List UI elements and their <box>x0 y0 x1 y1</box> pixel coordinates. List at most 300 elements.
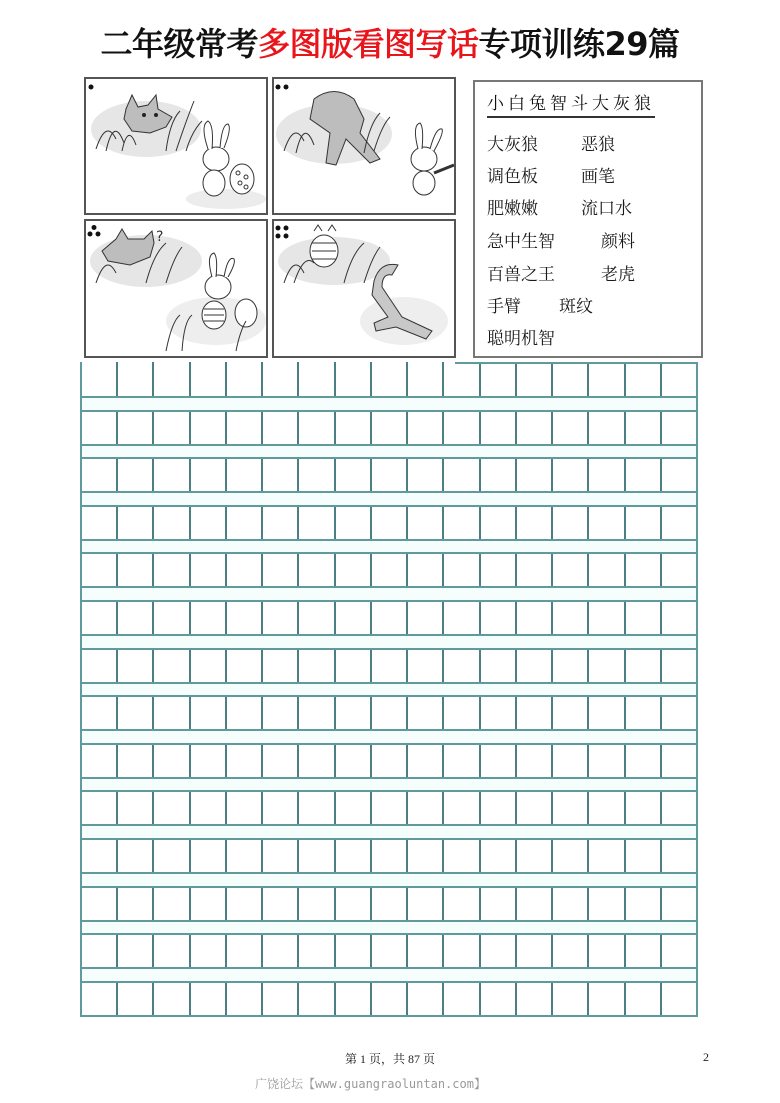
grid-row <box>80 886 698 922</box>
grid-cell <box>662 412 696 444</box>
vocab-word: 调色板 <box>487 167 538 187</box>
sequence-dots-2 <box>274 82 290 92</box>
grid-cell <box>372 507 408 539</box>
grid-cell <box>227 602 263 634</box>
grid-cell <box>626 792 662 824</box>
grid-row <box>80 505 698 541</box>
wolf-and-rabbit-illustration-1 <box>86 79 266 213</box>
grid-cell <box>553 554 589 586</box>
grid-cell <box>82 459 118 491</box>
grid-cell <box>263 745 299 777</box>
grid-cell <box>626 745 662 777</box>
grid-cell <box>154 412 190 444</box>
grid-cell <box>118 745 154 777</box>
grid-row-gap <box>80 731 698 743</box>
grid-cell <box>191 935 227 967</box>
grid-cell <box>263 888 299 920</box>
grid-row <box>80 648 698 684</box>
grid-cell <box>408 983 444 1015</box>
grid-cell <box>336 745 372 777</box>
grid-cell <box>263 507 299 539</box>
picture-panel-4 <box>272 219 456 358</box>
grid-cell <box>154 888 190 920</box>
grid-cell <box>191 792 227 824</box>
grid-cell <box>299 792 335 824</box>
grid-cell <box>227 554 263 586</box>
grid-cell <box>517 840 553 872</box>
grid-cell <box>553 697 589 729</box>
grid-cell <box>263 840 299 872</box>
grid-cell <box>444 745 480 777</box>
grid-cell <box>408 792 444 824</box>
grid-cell <box>408 554 444 586</box>
vocab-line-3 <box>487 197 632 221</box>
grid-cell <box>227 745 263 777</box>
vocab-word: 颜料 <box>601 232 635 252</box>
grid-cell <box>336 459 372 491</box>
grid-cell <box>154 507 190 539</box>
grid-cell <box>118 602 154 634</box>
grid-cell <box>191 983 227 1015</box>
grid-cell <box>444 697 480 729</box>
grid-cell <box>227 412 263 444</box>
grid-cell <box>481 602 517 634</box>
grid-cell <box>82 602 118 634</box>
grid-cell <box>589 840 625 872</box>
grid-cell <box>589 650 625 682</box>
grid-cell <box>336 650 372 682</box>
grid-cell <box>191 507 227 539</box>
grid-cell <box>589 362 625 396</box>
grid-cell <box>517 459 553 491</box>
grid-cell <box>299 935 335 967</box>
grid-cell <box>118 935 154 967</box>
vocab-word: 恶狼 <box>581 135 615 155</box>
watermark: 广饶论坛【www.guangraoluntan.com】 <box>255 1077 486 1091</box>
grid-cell <box>82 792 118 824</box>
vocab-word: 手臂 <box>487 297 521 317</box>
grid-cell <box>82 412 118 444</box>
grid-cell <box>626 412 662 444</box>
grid-cell <box>154 602 190 634</box>
wolf-and-rabbit-illustration-2 <box>274 79 454 213</box>
grid-cell <box>263 459 299 491</box>
grid-cell <box>191 362 227 396</box>
grid-row <box>80 933 698 969</box>
title-part-3: 专项训练29篇 <box>478 25 680 63</box>
grid-row-gap <box>80 398 698 410</box>
grid-cell <box>372 459 408 491</box>
grid-cell <box>336 554 372 586</box>
grid-cell <box>517 507 553 539</box>
grid-cell <box>481 362 517 396</box>
grid-cell <box>662 745 696 777</box>
grid-cell <box>82 650 118 682</box>
grid-cell <box>372 650 408 682</box>
grid-cell <box>299 888 335 920</box>
grid-cell <box>118 507 154 539</box>
grid-cell <box>299 602 335 634</box>
grid-row-gap <box>80 969 698 981</box>
grid-cell <box>118 650 154 682</box>
grid-cell <box>444 412 480 444</box>
grid-cell <box>517 792 553 824</box>
grid-cell <box>82 745 118 777</box>
vocab-line-1 <box>487 133 615 157</box>
grid-cell <box>408 459 444 491</box>
grid-cell <box>589 507 625 539</box>
grid-cell <box>517 935 553 967</box>
grid-cell <box>336 792 372 824</box>
grid-cell <box>589 983 625 1015</box>
grid-cell <box>336 840 372 872</box>
tiger-rabbit-and-fleeing-wolf-illustration <box>274 221 454 356</box>
grid-cell <box>408 745 444 777</box>
vocab-word: 流口水 <box>581 199 632 219</box>
grid-cell <box>263 697 299 729</box>
grid-cell <box>299 459 335 491</box>
grid-cell <box>589 459 625 491</box>
grid-row <box>80 600 698 636</box>
grid-row <box>80 362 698 398</box>
grid-cell <box>408 507 444 539</box>
grid-cell <box>553 507 589 539</box>
grid-cell <box>517 650 553 682</box>
grid-cell <box>227 362 263 396</box>
grid-cell <box>589 935 625 967</box>
grid-row-gap <box>80 826 698 838</box>
grid-cell <box>553 745 589 777</box>
grid-cell <box>372 554 408 586</box>
grid-cell <box>263 650 299 682</box>
story-title: 小白兔智斗大灰狼 <box>487 92 655 118</box>
grid-cell <box>517 888 553 920</box>
grid-cell <box>626 697 662 729</box>
grid-row <box>80 981 698 1017</box>
grid-cell <box>82 507 118 539</box>
grid-row-gap <box>80 874 698 886</box>
grid-cell <box>372 745 408 777</box>
grid-row <box>80 838 698 874</box>
grid-cell <box>336 983 372 1015</box>
grid-cell <box>662 840 696 872</box>
vocab-word: 大灰狼 <box>487 135 538 155</box>
grid-cell <box>662 792 696 824</box>
grid-cell <box>118 983 154 1015</box>
grid-cell <box>553 602 589 634</box>
grid-cell <box>444 362 480 396</box>
grid-cell <box>662 935 696 967</box>
grid-cell <box>444 507 480 539</box>
grid-cell <box>408 602 444 634</box>
grid-cell <box>589 412 625 444</box>
grid-cell <box>553 840 589 872</box>
grid-cell <box>662 983 696 1015</box>
grid-cell <box>662 650 696 682</box>
grid-cell <box>517 554 553 586</box>
grid-cell <box>481 554 517 586</box>
grid-cell <box>481 650 517 682</box>
grid-cell <box>444 935 480 967</box>
vocab-word: 斑纹 <box>559 297 593 317</box>
grid-cell <box>444 983 480 1015</box>
grid-cell <box>336 697 372 729</box>
grid-cell <box>82 362 118 396</box>
grid-cell <box>517 745 553 777</box>
grid-cell <box>154 935 190 967</box>
grid-top-edge <box>455 362 698 364</box>
page-title <box>0 22 780 66</box>
grid-cell <box>191 650 227 682</box>
grid-cell <box>336 412 372 444</box>
grid-row-gap <box>80 493 698 505</box>
grid-cell <box>408 840 444 872</box>
grid-cell <box>336 362 372 396</box>
grid-cell <box>336 507 372 539</box>
grid-cell <box>154 792 190 824</box>
grid-cell <box>263 412 299 444</box>
grid-cell <box>154 554 190 586</box>
grid-cell <box>372 697 408 729</box>
grid-cell <box>444 840 480 872</box>
page-number: 2 <box>703 1050 709 1064</box>
grid-cell <box>82 888 118 920</box>
grid-cell <box>626 362 662 396</box>
grid-cell <box>662 459 696 491</box>
grid-cell <box>553 412 589 444</box>
grid-cell <box>662 697 696 729</box>
grid-cell <box>118 554 154 586</box>
grid-cell <box>336 935 372 967</box>
grid-cell <box>154 362 190 396</box>
grid-cell <box>82 935 118 967</box>
grid-cell <box>154 840 190 872</box>
grid-cell <box>481 459 517 491</box>
grid-cell <box>299 412 335 444</box>
grid-cell <box>626 554 662 586</box>
grid-row <box>80 743 698 779</box>
grid-cell <box>299 697 335 729</box>
grid-cell <box>227 697 263 729</box>
grid-cell <box>118 697 154 729</box>
grid-cell <box>444 554 480 586</box>
grid-row <box>80 790 698 826</box>
grid-cell <box>263 554 299 586</box>
grid-cell <box>372 935 408 967</box>
grid-cell <box>481 840 517 872</box>
grid-cell <box>154 459 190 491</box>
svg-text:?: ? <box>156 229 164 245</box>
grid-cell <box>299 554 335 586</box>
vocab-word: 画笔 <box>581 167 615 187</box>
grid-cell <box>626 983 662 1015</box>
grid-cell <box>336 602 372 634</box>
grid-cell <box>626 459 662 491</box>
grid-cell <box>626 935 662 967</box>
grid-cell <box>626 507 662 539</box>
grid-cell <box>662 554 696 586</box>
grid-cell <box>626 840 662 872</box>
grid-cell <box>372 888 408 920</box>
grid-cell <box>154 745 190 777</box>
grid-cell <box>299 983 335 1015</box>
vocab-word: 百兽之王 <box>487 265 555 285</box>
grid-cell <box>481 935 517 967</box>
grid-cell <box>517 983 553 1015</box>
grid-cell <box>154 697 190 729</box>
picture-panel-1 <box>84 77 268 215</box>
grid-row <box>80 410 698 446</box>
vocab-word: 肥嫩嫩 <box>487 199 538 219</box>
grid-cell <box>227 888 263 920</box>
vocab-line-4 <box>487 230 635 254</box>
grid-cell <box>517 362 553 396</box>
grid-cell <box>408 650 444 682</box>
grid-cell <box>444 602 480 634</box>
grid-cell <box>553 983 589 1015</box>
grid-cell <box>227 650 263 682</box>
grid-cell <box>372 792 408 824</box>
grid-cell <box>408 412 444 444</box>
grid-cell <box>336 888 372 920</box>
grid-row <box>80 552 698 588</box>
grid-cell <box>263 602 299 634</box>
grid-cell <box>481 697 517 729</box>
grid-cell <box>227 507 263 539</box>
grid-cell <box>589 697 625 729</box>
grid-cell <box>82 554 118 586</box>
grid-cell <box>227 935 263 967</box>
vocab-line-7 <box>487 327 555 351</box>
vocabulary-box <box>473 80 703 358</box>
grid-row <box>80 457 698 493</box>
grid-cell <box>408 362 444 396</box>
grid-cell <box>589 554 625 586</box>
title-part-1: 二年级常考 <box>100 25 258 63</box>
grid-cell <box>118 792 154 824</box>
grid-cell <box>118 412 154 444</box>
grid-cell <box>191 459 227 491</box>
vocab-line-6 <box>487 295 593 319</box>
grid-cell <box>517 412 553 444</box>
grid-cell <box>372 602 408 634</box>
grid-cell <box>589 602 625 634</box>
grid-cell <box>626 650 662 682</box>
grid-cell <box>589 792 625 824</box>
grid-cell <box>227 840 263 872</box>
grid-cell <box>444 650 480 682</box>
title-part-2-highlight: 多图版看图写话 <box>257 25 479 63</box>
sequence-dots-3 <box>86 224 102 238</box>
grid-cell <box>299 507 335 539</box>
grid-cell <box>191 554 227 586</box>
grid-cell <box>553 792 589 824</box>
grid-cell <box>481 412 517 444</box>
grid-cell <box>191 888 227 920</box>
grid-row-gap <box>80 636 698 648</box>
grid-cell <box>227 983 263 1015</box>
grid-cell <box>154 650 190 682</box>
writing-grid <box>80 362 698 1024</box>
grid-cell <box>263 983 299 1015</box>
grid-cell <box>372 983 408 1015</box>
grid-cell <box>191 745 227 777</box>
grid-cell <box>227 459 263 491</box>
grid-cell <box>82 697 118 729</box>
picture-panel-3 <box>84 219 268 358</box>
grid-cell <box>299 840 335 872</box>
grid-cell <box>191 602 227 634</box>
grid-cell <box>118 888 154 920</box>
grid-cell <box>82 983 118 1015</box>
grid-cell <box>372 362 408 396</box>
grid-cell <box>517 602 553 634</box>
grid-cell <box>553 935 589 967</box>
wolf-and-rabbit-illustration-3 <box>86 221 266 356</box>
vocab-line-5 <box>487 263 635 287</box>
grid-cell <box>444 459 480 491</box>
grid-cell <box>589 745 625 777</box>
grid-cell <box>118 840 154 872</box>
grid-cell <box>154 983 190 1015</box>
grid-cell <box>299 362 335 396</box>
grid-row-gap <box>80 588 698 600</box>
grid-cell <box>118 362 154 396</box>
grid-cell <box>408 888 444 920</box>
grid-cell <box>481 888 517 920</box>
grid-cell <box>589 888 625 920</box>
grid-cell <box>263 792 299 824</box>
grid-cell <box>263 935 299 967</box>
grid-cell <box>444 792 480 824</box>
grid-cell <box>626 888 662 920</box>
grid-cell <box>263 362 299 396</box>
page-indicator: 第 1 页，共 87 页 <box>344 1052 435 1066</box>
vocab-word: 老虎 <box>601 265 635 285</box>
vocab-word: 聪明机智 <box>487 329 555 349</box>
grid-cell <box>227 792 263 824</box>
grid-cell <box>662 362 696 396</box>
sequence-dots-4 <box>274 224 290 240</box>
grid-cell <box>553 650 589 682</box>
grid-cell <box>191 412 227 444</box>
picture-panel-2 <box>272 77 456 215</box>
grid-cell <box>662 602 696 634</box>
grid-cell <box>372 412 408 444</box>
grid-cell <box>662 888 696 920</box>
grid-cell <box>299 745 335 777</box>
vocab-line-2 <box>487 165 615 189</box>
grid-cell <box>481 745 517 777</box>
grid-row <box>80 695 698 731</box>
grid-cell <box>553 888 589 920</box>
grid-cell <box>553 459 589 491</box>
sequence-dots-1 <box>86 82 96 92</box>
grid-cell <box>82 840 118 872</box>
grid-cell <box>191 840 227 872</box>
vocab-word: 急中生智 <box>487 232 555 252</box>
grid-cell <box>408 935 444 967</box>
grid-cell <box>191 697 227 729</box>
grid-cell <box>662 507 696 539</box>
grid-cell <box>517 697 553 729</box>
grid-cell <box>553 362 589 396</box>
grid-cell <box>481 507 517 539</box>
grid-cell <box>118 459 154 491</box>
grid-cell <box>626 602 662 634</box>
grid-cell <box>299 650 335 682</box>
grid-cell <box>372 840 408 872</box>
